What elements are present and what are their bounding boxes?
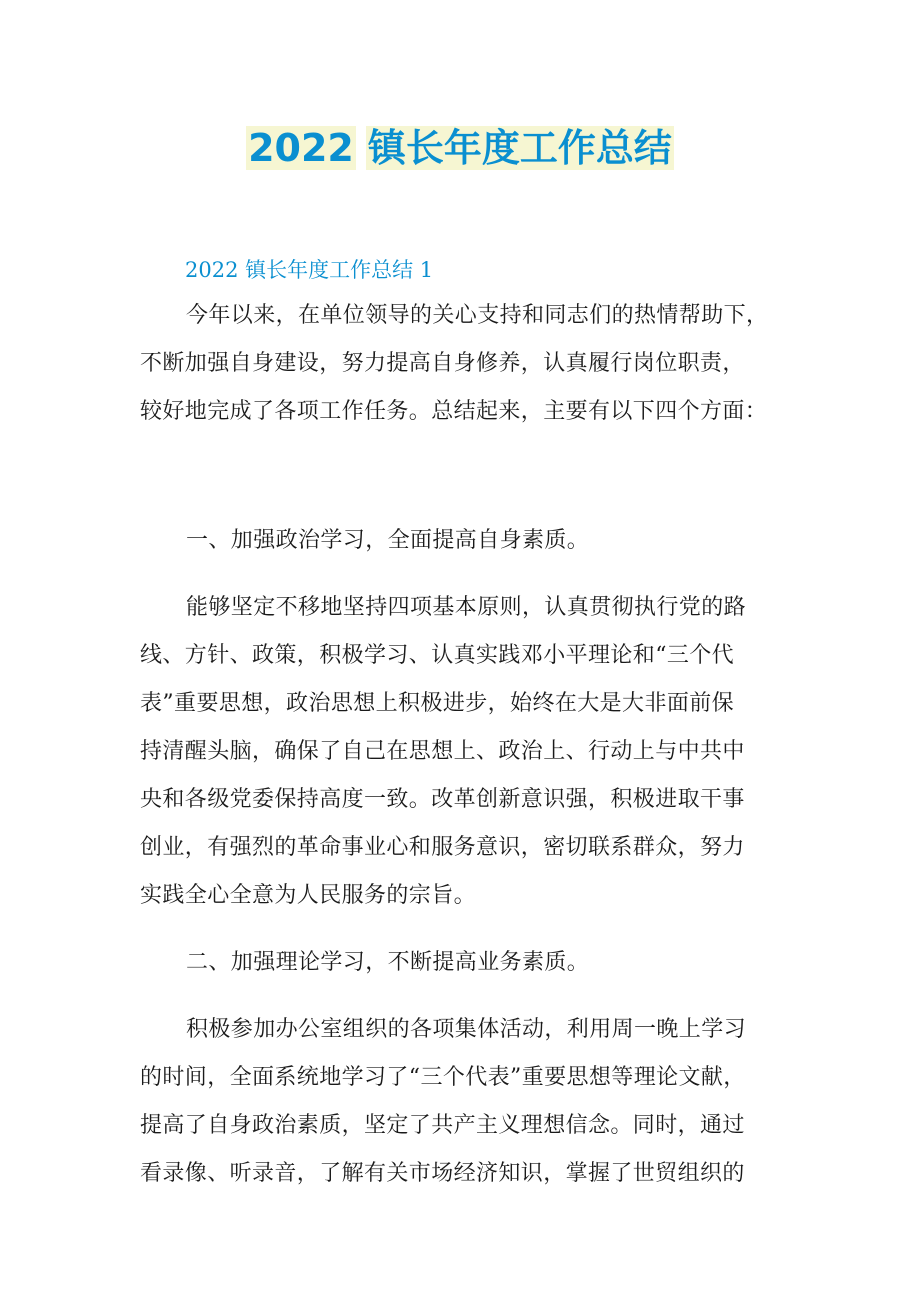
- section-subtitle: 2022 镇长年度工作总结 1: [185, 258, 434, 282]
- paragraph-line: 较好地完成了各项工作任务。总结起来，主要有以下四个方面：: [140, 399, 768, 424]
- paragraph-line: 提高了自身政治素质，坚定了共产主义理想信念。同时，通过: [140, 1113, 745, 1138]
- paragraph-line: 积极参加办公室组织的各项集体活动，利用周一晚上学习: [186, 1017, 747, 1042]
- paragraph-line: 能够坚定不移地坚持四项基本原则，认真贯彻执行党的路: [186, 595, 747, 620]
- section-heading-2: 二、加强理论学习，不断提高业务素质。: [186, 950, 590, 975]
- paragraph-line: 今年以来，在单位领导的关心支持和同志们的热情帮助下，: [186, 303, 769, 328]
- document-title: [0, 122, 920, 174]
- paragraph-line: 实践全心全意为人民服务的宗旨。: [140, 883, 477, 908]
- paragraph-line: 央和各级党委保持高度一致。改革创新意识强，积极进取干事: [140, 787, 745, 812]
- title-text: 镇长年度工作总结: [367, 126, 672, 170]
- paragraph-line: 表”重要思想，政治思想上积极进步，始终在大是大非面前保: [140, 691, 735, 716]
- section-heading-1: 一、加强政治学习，全面提高自身素质。: [186, 528, 590, 553]
- paragraph-line: 看录像、听录音，了解有关市场经济知识，掌握了世贸组织的: [140, 1161, 745, 1186]
- paragraph-line: 创业，有强烈的革命事业心和服务意识，密切联系群众，努力: [140, 835, 745, 860]
- paragraph-line: 线、方针、政策，积极学习、认真实践邓小平理论和“三个代: [140, 643, 735, 668]
- paragraph-line: 持清醒头脑，确保了自己在思想上、政治上、行动上与中共中: [140, 739, 745, 764]
- title-year: 2022: [248, 126, 354, 170]
- paragraph-line: 的时间，全面系统地学习了“三个代表”重要思想等理论文献，: [140, 1065, 746, 1090]
- paragraph-line: 不断加强自身建设，努力提高自身修养，认真履行岗位职责，: [140, 351, 745, 376]
